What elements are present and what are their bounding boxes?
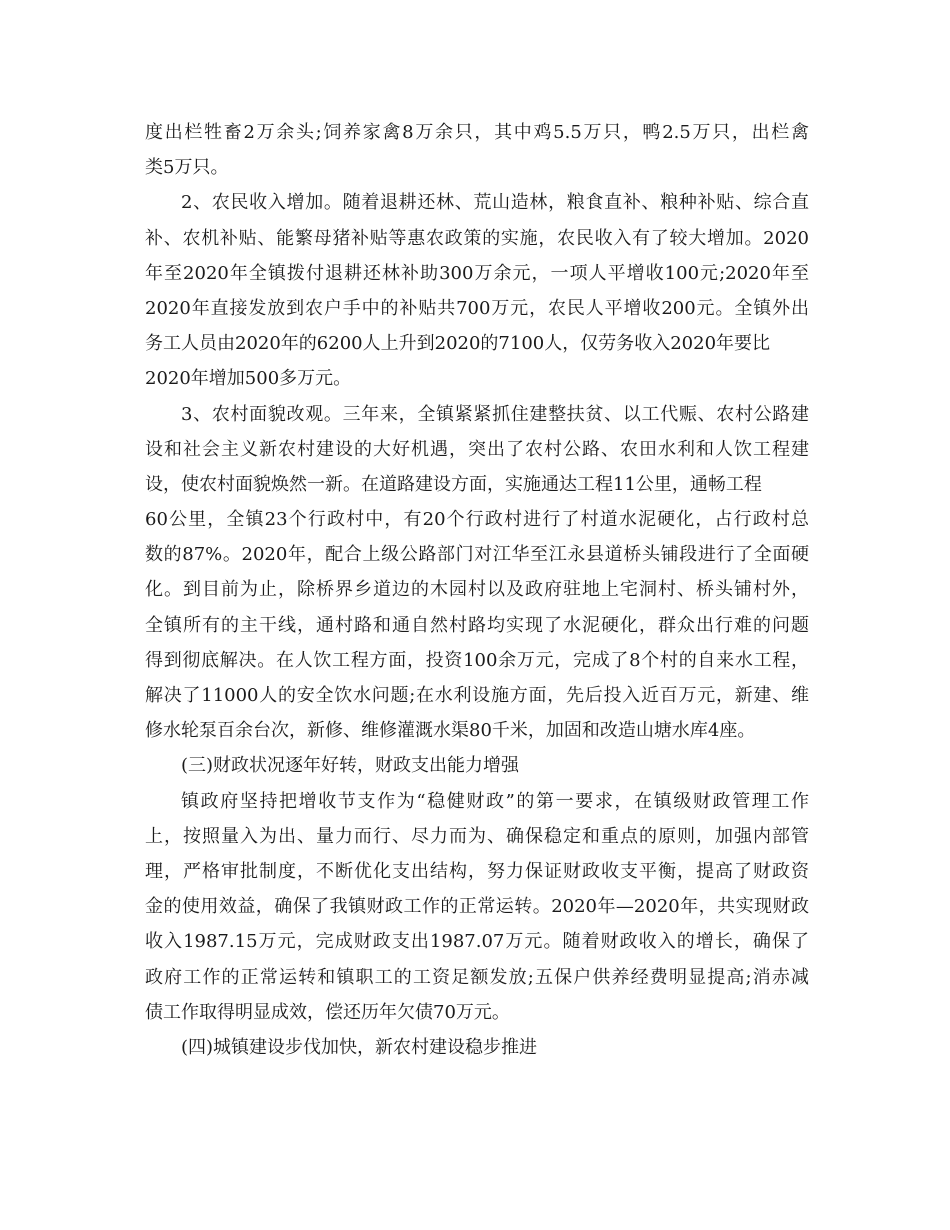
text-line: 60公里，全镇23个行政村中，有20个行政村进行了村道水泥硬化，占行政村总 xyxy=(145,509,809,531)
text-line: (四)城镇建设步伐加快，新农村建设稳步推进 xyxy=(181,1036,538,1058)
paragraph-farmer-income xyxy=(145,185,809,396)
text-line: 补、农机补贴、能繁母猪补贴等惠农政策的实施，农民收入有了较大增加。2020 xyxy=(145,227,809,249)
text-line: 3、农村面貌改观。三年来，全镇紧紧抓住建整扶贫、以工代赈、农村公路建 xyxy=(181,403,809,425)
text-line: 解决了11000人的安全饮水问题;在水利设施方面，先后投入近百万元，新建、维 xyxy=(145,685,809,706)
text-line: 金的使用效益，确保了我镇财政工作的正常运转。2020年—2020年，共实现财政 xyxy=(145,896,809,918)
text-line: 化。到目前为止，除桥界乡道边的木园村以及政府驻地上宅洞村、桥头铺村外， xyxy=(145,579,809,601)
text-line: 年至2020年全镇拨付退耕还林补助300万余元，一项人平增收100元;2020年至 xyxy=(145,262,809,284)
text-line: 政府工作的正常运转和镇职工的工资足额发放;五保户供养经费明显提高;消赤减 xyxy=(145,966,809,988)
text-line: 类5万只。 xyxy=(145,157,229,179)
text-line: 2020年直接发放到农户手中的补贴共700万元，农民人平增收200元。全镇外出 xyxy=(145,297,809,319)
text-line: 债工作取得明显成效，偿还历年欠债70万元。 xyxy=(145,1001,510,1023)
text-line: 镇政府坚持把增收节支作为“稳健财政”的第一要求，在镇级财政管理工作 xyxy=(181,790,809,812)
document-body xyxy=(145,115,809,1065)
text-line: 设和社会主义新农村建设的大好机遇，突出了农村公路、农田水利和人饮工程建 xyxy=(145,438,809,460)
paragraph-rural-appearance xyxy=(145,397,809,749)
text-line: 务工人员由2020年的6200人上升到2020的7100人，仅劳务收入2020年要比 xyxy=(145,333,771,355)
text-line: 修水轮泵百余台次，新修、维修灌溉水渠80千米，加固和改造山塘水库4座。 xyxy=(145,720,756,742)
paragraph-livestock-continuation xyxy=(145,115,809,185)
text-line: (三)财政状况逐年好转，财政支出能力增强 xyxy=(181,755,520,777)
text-line: 全镇所有的主干线，通村路和通自然村路均实现了水泥硬化，群众出行难的问题 xyxy=(145,614,809,636)
text-line: 设，使农村面貌焕然一新。在道路建设方面，实施通达工程11公里，通畅工程 xyxy=(145,473,762,495)
text-line: 2020年增加500多万元。 xyxy=(145,368,352,390)
paragraph-finance xyxy=(145,784,809,1030)
text-line: 收入1987.15万元，完成财政支出1987.07万元。随着财政收入的增长，确保了 xyxy=(145,931,809,953)
section-heading-urban-construction xyxy=(145,1030,809,1065)
text-line: 数的87%。2020年，配合上级公路部门对江华至江永县道桥头铺段进行了全面硬 xyxy=(145,544,809,566)
text-line: 得到彻底解决。在人饮工程方面，投资100余万元，完成了8个村的自来水工程， xyxy=(145,649,809,671)
text-line: 2、农民收入增加。随着退耕还林、荒山造林，粮食直补、粮种补贴、综合直 xyxy=(181,192,809,214)
text-line: 理，严格审批制度，不断优化支出结构，努力保证财政收支平衡，提高了财政资 xyxy=(145,860,809,882)
text-line: 度出栏牲畜2万余头;饲养家禽8万余只，其中鸡5.5万只，鸭2.5万只，出栏禽 xyxy=(145,122,809,143)
text-line: 上，按照量入为出、量力而行、尽力而为、确保稳定和重点的原则，加强内部管 xyxy=(145,825,809,847)
section-heading-finance xyxy=(145,748,809,783)
